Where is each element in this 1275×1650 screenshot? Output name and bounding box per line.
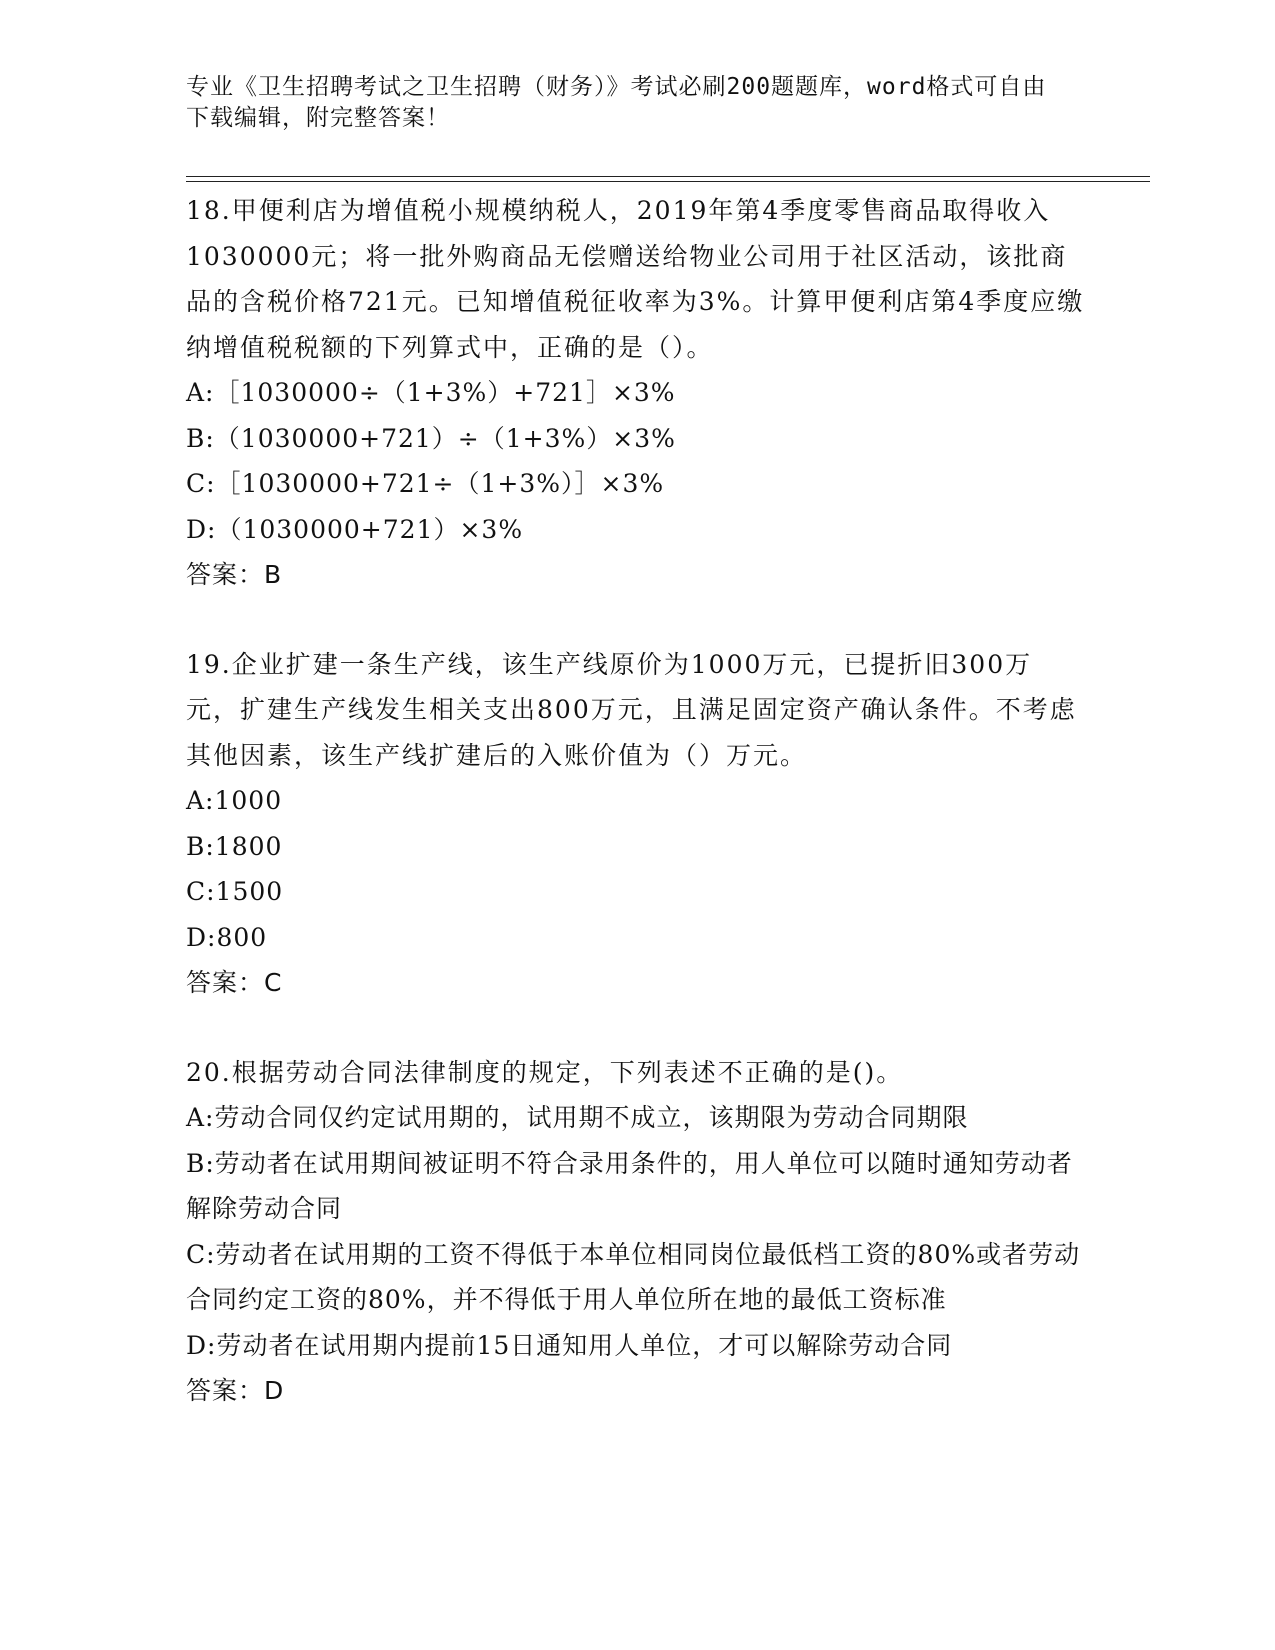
answer-label: 答案：C xyxy=(186,968,283,997)
header-divider xyxy=(186,176,1150,182)
option-d: D:（1030000+721）×3% xyxy=(186,514,524,544)
option-c: C:劳动者在试用期的工资不得低于本单位相同岗位最低档工资的80%或者劳动合同约定工资的80%，并不得低于用人单位所在地的最低工资标准 xyxy=(186,1239,1081,1314)
document-header: 专业《卫生招聘考试之卫生招聘（财务）》考试必刷200题题库，word格式可自由下载编辑，附完整答案！ xyxy=(186,74,1047,131)
question-list xyxy=(186,188,1086,1458)
answer-label: 答案：B xyxy=(186,560,283,589)
option-a: A:1000 xyxy=(186,786,283,815)
question-19 xyxy=(186,642,1086,1006)
question-stem: 20.根据劳动合同法律制度的规定，下列表述不正确的是()。 xyxy=(186,1057,904,1087)
question-18 xyxy=(186,188,1086,598)
question-stem: 19.企业扩建一条生产线，该生产线原价为1000万元，已提折旧300万元，扩建生产线发生相关支出800万元，且满足固定资产确认条件。不考虑其他因素，该生产线扩建后的入账价值为（）万元。 xyxy=(186,649,1077,770)
option-d: D:劳动者在试用期内提前15日通知用人单位，才可以解除劳动合同 xyxy=(186,1330,953,1360)
option-b: B:劳动者在试用期间被证明不符合录用条件的，用人单位可以随时通知劳动者解除劳动合同 xyxy=(186,1148,1073,1223)
option-b: B:（1030000+721）÷（1+3%）×3% xyxy=(186,423,676,453)
option-a: A:劳动合同仅约定试用期的，试用期不成立，该期限为劳动合同期限 xyxy=(186,1103,969,1132)
option-d: D:800 xyxy=(186,922,268,952)
option-a: A:［1030000÷（1+3%）+721］×3% xyxy=(186,378,676,407)
option-c: C:1500 xyxy=(186,877,284,906)
answer-label: 答案：D xyxy=(186,1376,285,1405)
question-20 xyxy=(186,1050,1086,1414)
option-c: C:［1030000+721÷（1+3%）］×3% xyxy=(186,469,665,498)
option-b: B:1800 xyxy=(186,831,283,861)
question-stem: 18.甲便利店为增值税小规模纳税人，2019年第4季度零售商品取得收入1030000元；将一批外购商品无偿赠送给物业公司用于社区活动，该批商品的含税价格721元。已知增值税征收率为3%。计算甲便利店第4季度应缴纳增值税税额的下列算式中，正确的是（）。 xyxy=(186,196,1085,362)
